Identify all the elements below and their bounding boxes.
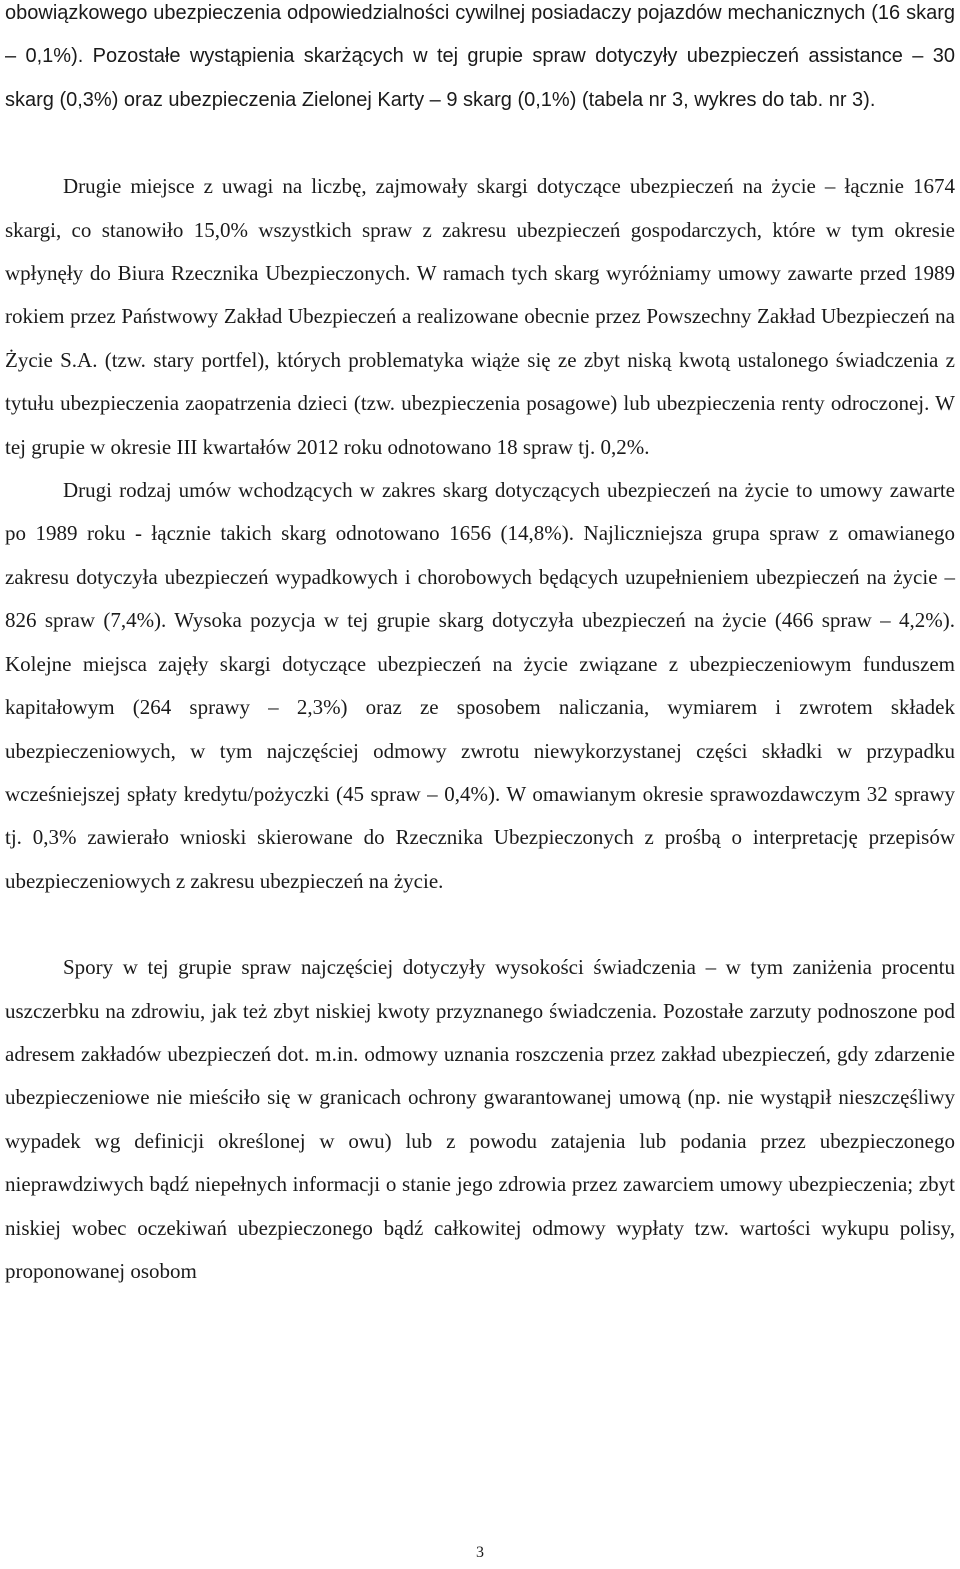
paragraph-life-insurance-complaints: Drugie miejsce z uwagi na liczbę, zajmowały skargi dotyczące ubezpieczeń na życie – łącznie 1674 skargi, co stanowiło 15,0% wszystkich spraw z zakresu ubezpieczeń gospodarczych, które w tym okresie wpłynęły do Biura Rzecznika Ubezpieczonych. W ramach tych skarg wyróżniamy umowy zawarte przed 1989 rokiem przez Państwowy Zakład Ubezpieczeń a realizowane obecnie przez Powszechny Zakład Ubezpieczeń na Życie S.A. (tzw. stary portfel), których problematyka wiąże się ze zbyt niską kwotą ustalonego świadczenia z tytułu ubezpieczenia zaopatrzenia dzieci (tzw. ubezpieczenia posagowe) lub ubezpieczenia renty odroczonej. W tej grupie w okresie III kwartałów 2012 roku odnotowano 18 spraw tj. 0,2%. bbox=[5, 174, 955, 459]
page-number: 3 bbox=[476, 1544, 484, 1561]
paragraph-disputes: Spory w tej grupie spraw najczęściej dotyczyły wysokości świadczenia – w tym zaniżenia procentu uszczerbku na zdrowiu, jak też zbyt niskiej kwoty przyznanego świadczenia. Pozostałe zarzuty podnoszone pod adresem zakładów ubezpieczeń dot. m.in. odmowy uznania roszczenia przez zakład ubezpieczeń, gdy zdarzenie ubezpieczeniowe nie mieściło się w granicach ochrony gwarantowanej umową (np. nie wystąpił nieszczęśliwy wypadek wg definicji określonej w owu) lub z powodu zatajenia lub podania przez ubezpieczonego nieprawdziwych bądź niepełnych informacji o stanie jego zdrowia przez zawarciem umowy ubezpieczenia; zbyt niskiej wobec oczekiwań ubezpieczonego bądź całkowitej odmowy wypłaty tzw. wartości wykupu polisy, proponowanej osobom bbox=[5, 955, 955, 1283]
paragraph-continuation: obowiązkowego ubezpieczenia odpowiedzialności cywilnej posiadaczy pojazdów mechanicznych (16 skarg – 0,1%). Pozostałe wystąpienia skarżących w tej grupie spraw dotyczyły ubezpieczeń assistance – 30 skarg (0,3%) oraz ubezpieczenia Zielonej Karty – 9 skarg (0,1%) (tabela nr 3, wykres do tab. nr 3). bbox=[5, 2, 955, 111]
document-body bbox=[5, 0, 955, 1293]
paragraph-post-1989-contracts: Drugi rodzaj umów wchodzących w zakres skarg dotyczących ubezpieczeń na życie to umowy zawarte po 1989 roku - łącznie takich skarg odnotowano 1656 (14,8%). Najliczniejsza grupa spraw z omawianego zakresu dotyczyła ubezpieczeń wypadkowych i chorobowych będących uzupełnieniem ubezpieczeń na życie – 826 spraw (7,4%). Wysoka pozycja w tej grupie skarg dotyczyła ubezpieczeń na życie (466 spraw – 4,2%). Kolejne miejsca zajęły skargi dotyczące ubezpieczeń na życie związane z ubezpieczeniowym funduszem kapitałowym (264 sprawy – 2,3%) oraz ze sposobem naliczania, wymiarem i zwrotem składek ubezpieczeniowych, w tym najczęściej odmowy zwrotu niewykorzystanej części składki w przypadku wcześniejszej spłaty kredytu/pożyczki (45 spraw – 0,4%). W omawianym okresie sprawozdawczym 32 sprawy tj. 0,3% zawierało wnioski skierowane do Rzecznika Ubezpieczonych z prośbą o interpretację przepisów ubezpieczeniowych z zakresu ubezpieczeń na życie. bbox=[5, 478, 955, 893]
